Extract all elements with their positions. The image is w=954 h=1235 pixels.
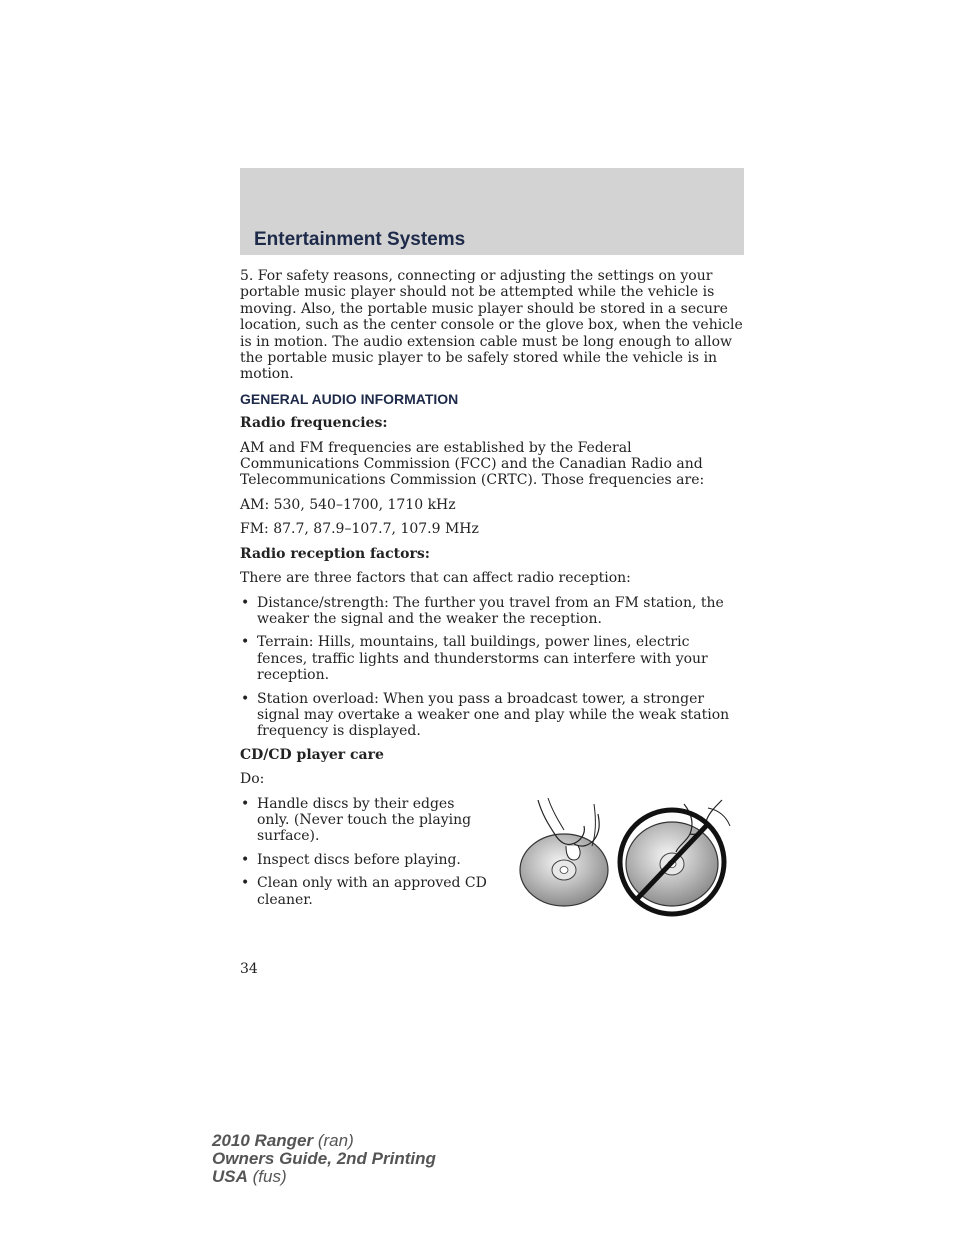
section-header-band xyxy=(240,168,744,255)
section-title: Entertainment Systems xyxy=(254,229,466,250)
list-item: • Station overload: When you pass a broadcast tower, a stronger signal may overtake a weaker one and play while the weak station frequency is displayed. xyxy=(240,691,744,740)
radio-frequencies-label: Radio frequencies: xyxy=(240,415,388,432)
cd-care-list xyxy=(240,796,490,918)
list-item: • Clean only with an approved CD cleaner. xyxy=(240,875,490,908)
footer-market-code: (fus) xyxy=(247,1167,287,1186)
incorrect-handling-disc xyxy=(620,800,730,914)
correct-handling-disc xyxy=(520,798,608,906)
cd-care-section xyxy=(240,796,744,918)
footer-line-1 xyxy=(212,1132,436,1150)
reception-factors-list xyxy=(240,595,744,740)
radio-frequencies-paragraph: AM and FM frequencies are established by the Federal Communications Commission (FCC) and the Canadian Radio and Telecommunications Commission (CRTC). Those frequencies are: xyxy=(240,439,705,489)
page-content xyxy=(240,268,744,918)
footer-market: USA xyxy=(212,1167,248,1186)
am-frequencies: AM: 530, 540–1700, 1710 kHz xyxy=(240,496,456,513)
cd-handling-do-dont-icon xyxy=(508,794,744,918)
fm-frequencies: FM: 87.7, 87.9–107.7, 107.9 MHz xyxy=(240,521,479,538)
general-audio-heading: GENERAL AUDIO INFORMATION xyxy=(240,390,459,407)
footer-line-3 xyxy=(212,1168,436,1186)
page-number: 34 xyxy=(240,961,258,977)
reception-intro: There are three factors that can affect radio reception: xyxy=(240,570,631,587)
list-item: • Terrain: Hills, mountains, tall buildings, power lines, electric fences, traffic lights and thunderstorms can interfere with your reception. xyxy=(240,634,744,683)
list-item: • Inspect discs before playing. xyxy=(240,852,490,868)
reception-factors-label: Radio reception factors: xyxy=(240,545,430,562)
cd-care-do-label: Do: xyxy=(240,771,265,788)
list-item: • Distance/strength: The further you travel from an FM station, the weaker the signal and the weaker the reception. xyxy=(240,595,744,628)
intro-paragraph: 5. For safety reasons, connecting or adjusting the settings on your portable music player should not be attempted while the vehicle is moving. Also, the portable music player should be stored in a secure location, such as the center console or the glove box, when the vehicle is in motion. The audio extension cable must be long enough to allow the portable music player to be safely stored while the vehicle is in motion. xyxy=(240,268,743,383)
footer-model-code: (ran) xyxy=(313,1131,354,1150)
list-item: • Handle discs by their edges only. (Never touch the playing surface). xyxy=(240,796,490,845)
cd-care-label: CD/CD player care xyxy=(240,746,384,763)
footer-line-2: Owners Guide, 2nd Printing xyxy=(212,1149,436,1168)
document-footer xyxy=(212,1132,436,1186)
footer-model: 2010 Ranger xyxy=(212,1131,314,1150)
